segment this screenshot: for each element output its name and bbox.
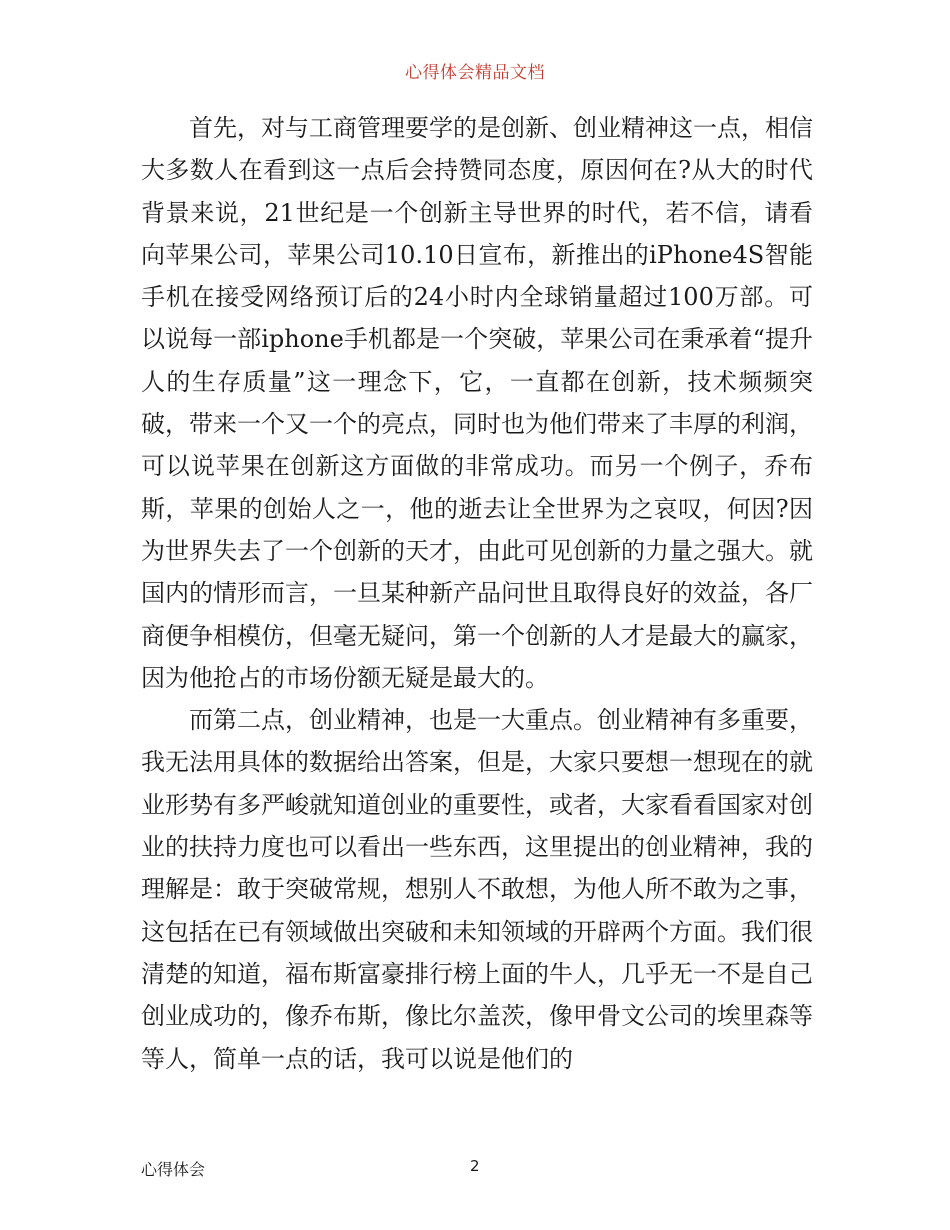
document-body [141, 107, 813, 1080]
page-number: 2 [470, 1157, 480, 1175]
paragraph-2: 而第二点，创业精神，也是一大重点。创业精神有多重要，我无法用具体的数据给出答案，但是，大家只要想一想现在的就业形势有多严峻就知道创业的重要性，或者，大家看看国家对创业的扶持力度也可以看出一些东西，这里提出的创业精神，我的理解是：敢于突破常规，想别人不敢想，为他人所不敢为之事，这包括在已有领域做出突破和未知领域的开辟两个方面。我们很清楚的知道，福布斯富豪排行榜上面的牛人，几乎无一不是自己创业成功的，像乔布斯，像比尔盖茨，像甲骨文公司的埃里森等等人，简单一点的话，我可以说是他们的 [141, 706, 813, 1073]
page-footer [141, 1157, 813, 1181]
paragraph-1: 首先，对与工商管理要学的是创新、创业精神这一点，相信大多数人在看到这一点后会持赞同态度，原因何在?从大的时代背景来说，21世纪是一个创新主导世界的时代，若不信，请看向苹果公司，苹果公司10.10日宣布，新推出的iPhone4S智能手机在接受网络预订后的24小时内全球销量超过100万部。可以说每一部iphone手机都是一个突破，苹果公司在秉承着“提升人的生存质量”这一理念下，它，一直都在创新，技术频频突破，带来一个又一个的亮点，同时也为他们带来了丰厚的利润，可以说苹果在创新这方面做的非常成功。而另一个例子，乔布斯，苹果的创始人之一，他的逝去让全世界为之哀叹，何因?因为世界失去了一个创新的天才，由此可见创新的力量之强大。就国内的情形而言，一旦某种新产品问世且取得良好的效益，各厂商便争相模仿，但毫无疑问，第一个创新的人才是最大的赢家，因为他抢占的市场份额无疑是最大的。 [141, 114, 813, 692]
page-header-title: 心得体会精品文档 [405, 63, 545, 83]
footer-label: 心得体会 [141, 1160, 206, 1179]
